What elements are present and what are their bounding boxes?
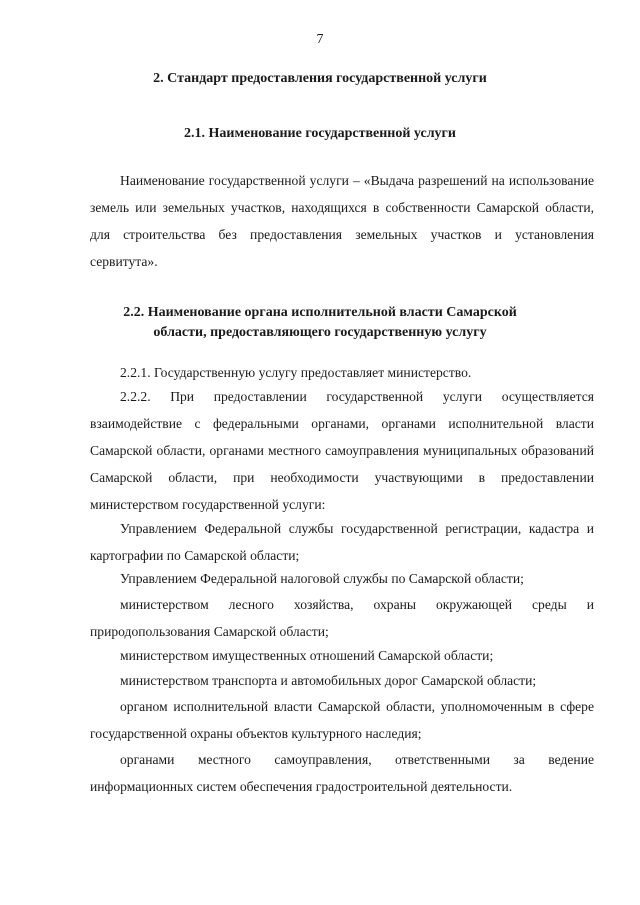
subsection-heading-2-2-line1: 2.2. Наименование органа исполнительной власти Самарской bbox=[123, 305, 517, 320]
list-item: министерством транспорта и автомобильных дорог Самарской области; bbox=[120, 673, 537, 688]
paragraph-2-2-1: 2.2.1. Государственную услугу предоставляет министерство. bbox=[120, 365, 472, 380]
subsection-heading-2-2-line2: области, предоставляющего государственную услугу bbox=[153, 325, 487, 340]
page-number: 7 bbox=[316, 32, 324, 47]
paragraph-2-2-2: 2.2.2. При предоставлении государственной услуги осуществляется взаимодействие с федеральными органами, органами исполнительной власти Самарской области, органами местного самоуправления муниципальных образований Самарской области, при необходимости участвующими в предоставлении министерством государственной услуги: bbox=[90, 389, 594, 512]
service-name-paragraph: Наименование государственной услуги – «Выдача разрешений на использование земель или земельных участков, находящихся в собственности Самарской области, для строительства без предоставления земельных участков и установления сервитута». bbox=[90, 173, 594, 269]
list-item: органом исполнительной власти Самарской области, уполномоченным в сфере государственной охраны объектов культурного наследия; bbox=[90, 699, 594, 741]
list-item: Управлением Федеральной службы государственной регистрации, кадастра и картографии по Самарской области; bbox=[90, 521, 594, 563]
list-item: органами местного самоуправления, ответственными за ведение информационных систем обеспечения градостроительной деятельности. bbox=[90, 752, 594, 794]
list-item: министерством имущественных отношений Самарской области; bbox=[120, 648, 494, 663]
list-item: министерством лесного хозяйства, охраны окружающей среды и природопользования Самарской области; bbox=[90, 597, 594, 639]
subsection-heading-2-1: 2.1. Наименование государственной услуги bbox=[184, 126, 456, 141]
list-item: Управлением Федеральной налоговой службы по Самарской области; bbox=[120, 571, 524, 586]
section-heading: 2. Стандарт предоставления государственной услуги bbox=[153, 71, 487, 86]
